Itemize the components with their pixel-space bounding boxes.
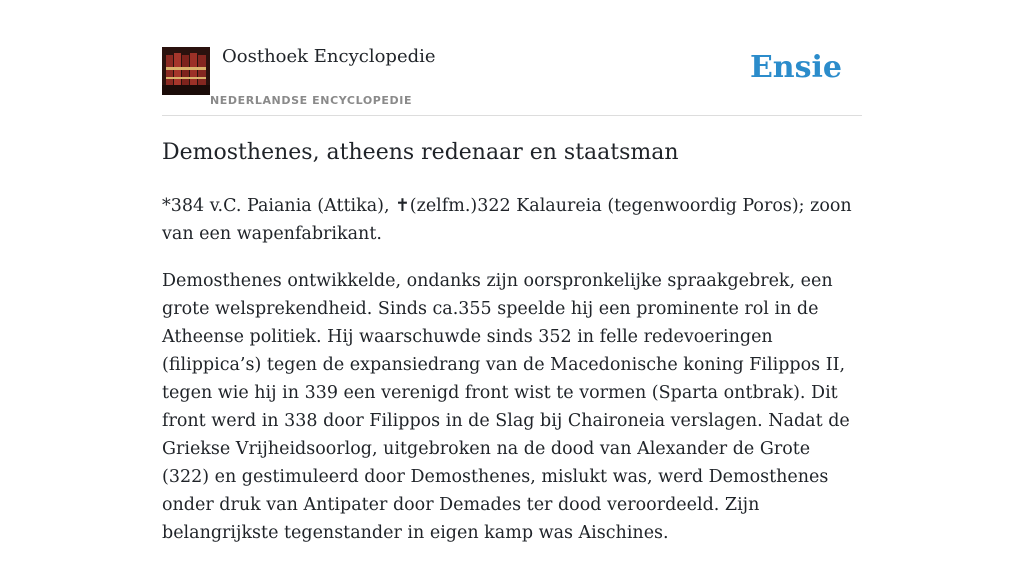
page-title: Demosthenes, atheens redenaar en staatsman <box>162 140 679 165</box>
site-title[interactable]: Oosthoek Encyclopedie <box>222 46 436 67</box>
article-paragraph-intro: *384 v.C. Paiania (Attika), ✝(zelfm.)322 Kalaureia (tegenwoordig Poros); zoon van een wapenfabrikant. <box>162 196 852 244</box>
brand-logo[interactable]: Ensie <box>749 50 842 85</box>
article-body <box>162 192 862 566</box>
page <box>162 0 862 543</box>
site-header <box>162 0 862 116</box>
article-paragraph-main: Demosthenes ontwikkelde, ondanks zijn oorspronkelijke spraakgebrek, een grote welsprekendheid. Sinds ca.355 speelde hij een prominente rol in de Atheense politiek. Hij waarschuwde sinds 352 in felle redevoeringen (filippica’s) tegen de expansiedrang van de Macedonische koning Filippos II, tegen wie hij in 339 een verenigd front wist te vormen (Sparta ontbrak). Dit front werd in 338 door Filippos in de Slag bij Chaironeia verslagen. Nadat de Griekse Vrijheidsoorlog, uitgebroken na de dood van Alexander de Grote (322) en gestimuleerd door Demosthenes, mislukt was, werd Demosthenes onder druk van Antipater door Demades ter dood veroordeeld. Zijn belangrijkste tegenstander in eigen kamp was Aischines. <box>162 271 850 543</box>
encyclopedia-books-icon[interactable] <box>162 47 210 95</box>
site-subtitle: NEDERLANDSE ENCYCLOPEDIE <box>210 94 413 107</box>
